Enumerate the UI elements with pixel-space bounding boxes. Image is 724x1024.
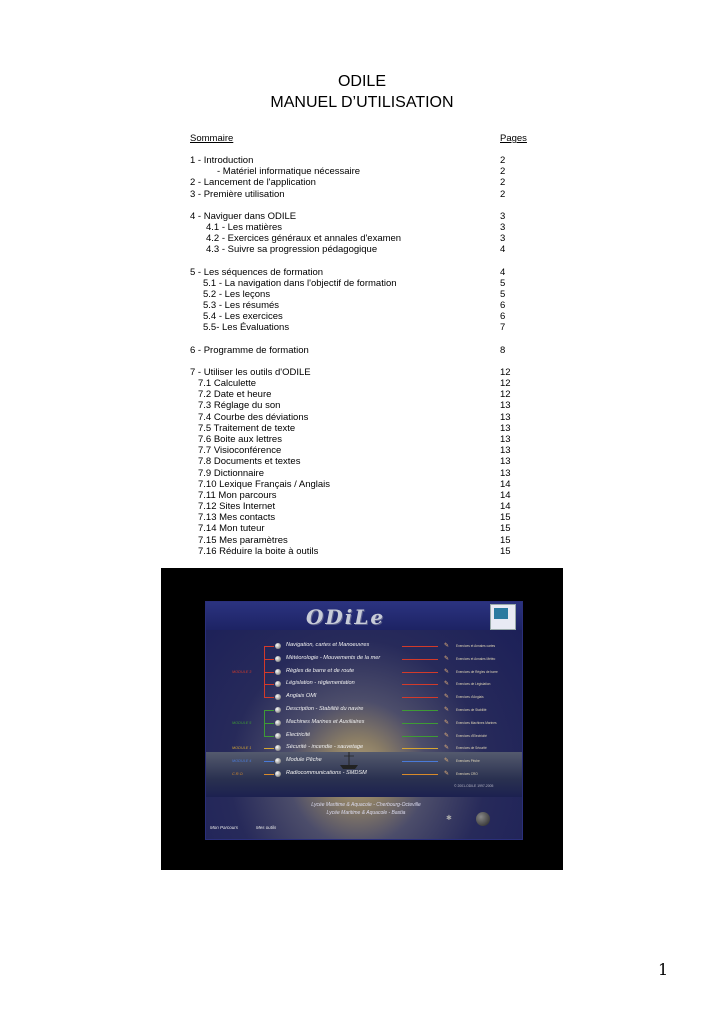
toc-entry (190, 278, 540, 289)
exercise-pencil-icon[interactable]: ✎ (444, 719, 450, 726)
toc-entry-label: 7.13 Mes contacts (198, 512, 276, 524)
footer-line-2: Lycée Maritime & Aquacole - Bastia (326, 810, 406, 816)
toc-entry (190, 378, 540, 389)
exercise-pencil-icon[interactable]: ✎ (444, 758, 450, 765)
module-menu-item[interactable]: Sécurité - incendie - sauvetage (286, 744, 364, 751)
toc-entry-page: 8 (500, 344, 506, 356)
toc-entry-label: 5.4 - Les exercices (203, 311, 283, 323)
toc-entry (190, 468, 540, 479)
exercise-link[interactable]: Exercices de Législation (456, 682, 491, 687)
exercise-link[interactable]: Exercices d'Electricité (456, 733, 487, 738)
exercise-link[interactable]: Exercices Machines Marines (456, 720, 497, 725)
exercise-pencil-icon[interactable]: ✎ (444, 732, 450, 739)
toc-entry (190, 267, 540, 278)
module-menu-item[interactable]: Electricité (286, 731, 311, 738)
module-bracket-tick (264, 774, 274, 775)
toc-entry-label: 5.2 - Les leçons (203, 288, 271, 300)
toc-entry-label: 5 - Les séquences de formation (190, 266, 324, 278)
toc-entry (190, 490, 540, 501)
tools-icon[interactable]: ✱ (446, 815, 452, 822)
toc-entry-label: 4.1 - Les matières (206, 221, 283, 233)
module-menu-item[interactable]: Radiocommunications - SMDSM (286, 770, 367, 776)
toc-entry-label: 7.16 Réduire la boite à outils (198, 545, 319, 557)
odile-logo: ODiLe (306, 605, 386, 629)
toc-entry (190, 479, 540, 490)
footer-line-1: Lycée Maritime & Aquacole - Cherbourg-Octeville (311, 802, 421, 808)
mon-parcours-button[interactable]: Mon Parcours (210, 825, 239, 830)
menu-bullet-icon (275, 733, 281, 739)
toc-entry (190, 311, 540, 322)
exercise-pencil-icon[interactable]: ✎ (444, 643, 450, 649)
toc-entry-label: - Matériel informatique nécessaire (217, 166, 361, 178)
toc-entry-label: 7.14 Mon tuteur (198, 523, 265, 535)
exercise-pencil-icon[interactable]: ✎ (444, 771, 450, 777)
module-label: C.R.O. (232, 772, 244, 776)
toc-entry-page: 15 (500, 545, 511, 557)
toc-entry-label: 5.1 - La navigation dans l'objectif de formation (203, 277, 397, 289)
page-number: 1 (658, 960, 669, 979)
module-label: MODULE 1 (232, 746, 252, 751)
toc-entry (190, 177, 540, 188)
copyright-text: © 2001-ODILE 1997-2005 (454, 784, 494, 788)
table-of-contents (190, 155, 540, 557)
toc-entry-label: 3 - Première utilisation (190, 188, 285, 200)
quit-button[interactable] (476, 812, 490, 826)
toc-entry (190, 300, 540, 311)
toc-entry-page: 15 (500, 512, 511, 524)
toc-entry-page: 15 (500, 523, 511, 535)
toc-entry-page: 14 (500, 478, 511, 490)
module-label: MODULE 5 (232, 720, 252, 725)
exercise-link[interactable]: Exercices de Stabilité (456, 708, 487, 712)
menu-bullet-icon (275, 681, 281, 687)
connector-line (402, 646, 438, 647)
exercise-link[interactable]: Exercices d'Anglais (456, 695, 484, 700)
toc-entry-page: 13 (500, 400, 511, 412)
menu-bullet-icon (275, 669, 281, 675)
module-menu-item[interactable]: Description - Stabilité du navire (286, 706, 364, 712)
module-bracket-tick (264, 697, 274, 698)
module-bracket-tick (264, 684, 274, 685)
toc-entry (190, 512, 540, 523)
toc-entry-page: 15 (500, 534, 511, 546)
connector-line (402, 774, 438, 775)
app-screenshot (161, 568, 563, 870)
toc-entry-page: 7 (500, 322, 506, 334)
toc-entry-page: 2 (500, 155, 506, 166)
toc-entry (190, 456, 540, 467)
toc-entry-page: 12 (500, 366, 511, 378)
toc-entry (190, 345, 540, 356)
menu-bullet-icon (275, 745, 281, 751)
toc-entry (190, 412, 540, 423)
toc-entry-page: 5 (500, 277, 506, 289)
module-bracket-tick (264, 736, 274, 737)
connector-line (402, 684, 438, 685)
menu-bullet-icon (275, 656, 281, 662)
toc-entry (190, 166, 540, 177)
module-menu-item[interactable]: Navigation, cartes et Manoeuvres (286, 642, 370, 648)
mes-outils-button[interactable]: Mes outils (256, 825, 277, 830)
document-subtitle: MANUEL D’UTILISATION (270, 94, 454, 111)
toc-entry-label: 4.2 - Exercices généraux et annales d'examen (206, 233, 402, 245)
toc-entry-page: 13 (500, 456, 511, 468)
toc-entry (190, 211, 540, 222)
module-menu-item[interactable]: Anglais OMI (286, 693, 317, 700)
exercise-link[interactable]: Exercices de Sécurité (456, 746, 487, 751)
module-bracket-tick (264, 761, 274, 762)
toc-entry-label: 7.5 Traitement de texte (198, 422, 296, 434)
module-menu-item[interactable]: Règles de barre et de route (286, 667, 355, 674)
exercise-pencil-icon[interactable]: ✎ (444, 694, 450, 701)
toc-entry-page: 13 (500, 411, 511, 423)
toc-entry (190, 367, 540, 378)
exercise-pencil-icon[interactable]: ✎ (444, 707, 450, 713)
toc-entry (190, 434, 540, 445)
toc-entry-label: 4 - Naviguer dans ODILE (190, 210, 297, 222)
connector-line (402, 761, 438, 762)
toc-entry-page: 12 (500, 389, 511, 401)
toc-entry-label: 5.5- Les Évaluations (203, 322, 290, 334)
module-menu-item[interactable]: Météorologie - Mouvements de la mer (286, 654, 381, 661)
toc-entry-label: 7.15 Mes paramètres (198, 534, 288, 546)
toc-entry (190, 289, 540, 300)
toc-entry-page: 4 (500, 244, 506, 256)
toc-entry-page: 13 (500, 445, 511, 457)
toc-entry (190, 546, 540, 557)
toc-entry-page: 6 (500, 311, 506, 323)
module-menu-item[interactable]: Législation - réglementation (286, 680, 355, 687)
toc-entry-label: 7.9 Dictionnaire (198, 467, 265, 479)
boat-icon (338, 752, 360, 770)
module-bracket-tick (264, 646, 274, 647)
toc-entry-label: 7.1 Calculette (198, 378, 257, 389)
toc-entry-page: 4 (500, 266, 506, 278)
toc-entry-page: 13 (500, 422, 511, 434)
toc-entry-label: 4.3 - Suivre sa progression pédagogique (206, 244, 378, 256)
toc-entry (190, 423, 540, 434)
toc-entry-label: 7.3 Réglage du son (198, 400, 281, 412)
toc-entry (190, 535, 540, 546)
odile-main-window (205, 601, 523, 840)
toc-entry (190, 233, 540, 244)
module-bracket-tick (264, 748, 274, 749)
toc-entry-page: 12 (500, 378, 511, 389)
exercise-pencil-icon[interactable]: ✎ (444, 655, 450, 662)
menu-bullet-icon (275, 643, 281, 649)
toc-entry-page: 2 (500, 188, 506, 200)
toc-entry-page: 14 (500, 489, 511, 501)
module-bracket-tick (264, 710, 274, 711)
exercise-link[interactable]: Exercices de Règles de barre (456, 669, 498, 674)
exercise-pencil-icon[interactable]: ✎ (444, 668, 450, 675)
connector-line (402, 736, 438, 737)
connector-line (402, 697, 438, 698)
menu-bullet-icon (275, 694, 281, 700)
toc-entry (190, 445, 540, 456)
exercise-link[interactable]: Exercices Pêche (456, 759, 480, 764)
menu-bullet-icon (275, 771, 281, 777)
toc-entry-label: 2 - Lancement de l'application (190, 177, 316, 189)
toc-entry-label: 7.6 Boite aux lettres (198, 433, 282, 445)
toc-entry-label: 7.12 Sites Internet (198, 501, 276, 513)
toc-entry-page: 3 (500, 233, 506, 245)
toc-entry-label: 7.10 Lexique Français / Anglais (198, 478, 331, 490)
exercise-link[interactable]: Exercices CRO (456, 772, 478, 776)
exercise-link[interactable]: Exercices et Annales Météo (456, 656, 496, 661)
toc-entry (190, 400, 540, 411)
module-bracket-tick (264, 659, 274, 660)
toc-entry-label: 7.11 Mon parcours (198, 489, 277, 501)
toc-entry-page: 5 (500, 288, 506, 300)
toc-entry-page: 3 (500, 221, 506, 233)
module-bracket-tick (264, 672, 274, 673)
menu-bullet-icon (275, 707, 281, 713)
toc-entry-label: 7.8 Documents et textes (198, 456, 301, 468)
connector-line (402, 710, 438, 711)
toc-entry-label: 1 - Introduction (190, 155, 254, 166)
exercise-link[interactable]: Exercices et Annales cartes (456, 644, 496, 648)
toc-entry (190, 244, 540, 255)
module-label: MODULE 3 (232, 669, 252, 674)
toc-entry-page: 13 (500, 433, 511, 445)
toc-entry (190, 523, 540, 534)
connector-line (402, 748, 438, 749)
exercise-pencil-icon[interactable]: ✎ (444, 745, 450, 752)
toc-entry-label: 7.7 Visioconférence (198, 445, 282, 457)
module-bracket-tick (264, 723, 274, 724)
module-menu-item[interactable]: Module Pêche (286, 757, 322, 764)
toc-header-pages: Pages (500, 133, 527, 144)
connector-line (402, 659, 438, 660)
toc-entry-page: 6 (500, 300, 506, 312)
institution-badge-icon (490, 604, 516, 630)
toc-entry (190, 501, 540, 512)
toc-entry-label: 7 - Utiliser les outils d'ODILE (190, 366, 311, 378)
connector-line (402, 672, 438, 673)
menu-bullet-icon (275, 720, 281, 726)
toc-entry (190, 322, 540, 333)
toc-entry (190, 155, 540, 166)
toc-entry-label: 6 - Programme de formation (190, 344, 309, 356)
toc-entry-page: 14 (500, 501, 511, 513)
toc-entry-page: 13 (500, 467, 511, 479)
toc-entry-label: 5.3 - Les résumés (203, 300, 280, 312)
toc-entry (190, 389, 540, 400)
exercise-pencil-icon[interactable]: ✎ (444, 681, 450, 688)
module-label: MODULE 4 (232, 759, 252, 764)
module-menu-item[interactable]: Machines Marines et Auxiliaires (286, 718, 365, 725)
toc-entry-page: 2 (500, 177, 506, 189)
connector-line (402, 723, 438, 724)
toc-entry (190, 222, 540, 233)
toc-header-sommaire: Sommaire (190, 133, 234, 144)
toc-entry (190, 189, 540, 200)
document-title: ODILE (337, 73, 386, 90)
toc-entry-label: 7.2 Date et heure (198, 389, 272, 401)
toc-entry-page: 3 (500, 210, 506, 222)
toc-entry-label: 7.4 Courbe des déviations (198, 411, 309, 423)
toc-entry-page: 2 (500, 166, 506, 178)
